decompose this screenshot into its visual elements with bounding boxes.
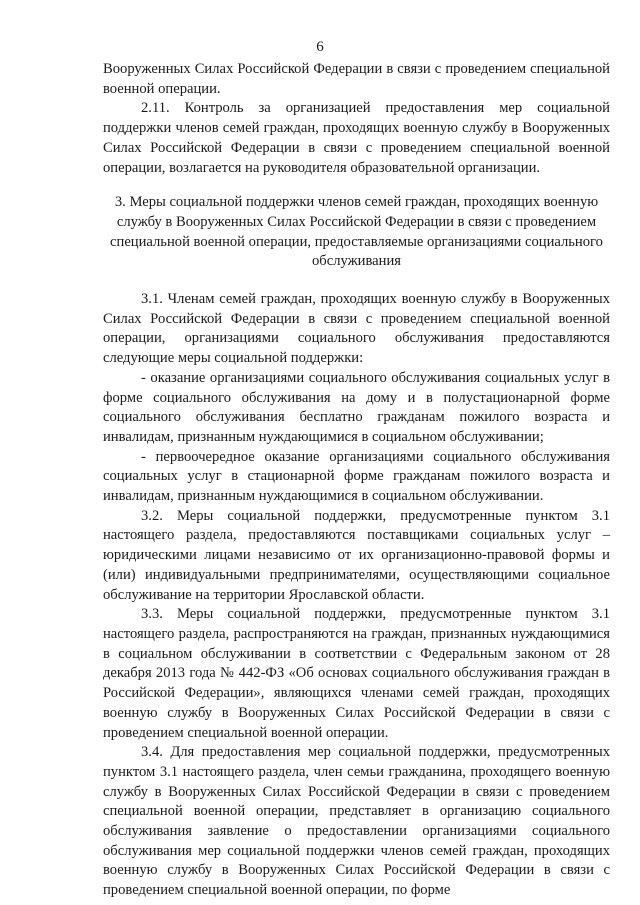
paragraph-3-2: 3.2. Меры социальной поддержки, предусмотренные пунктом 3.1 настоящего раздела, предоставляются поставщиками социальных услуг – юридическими лицами независимо от их организационно-правовой формы и (или) индивидуальными предпринимателями, осуществляющими социальное обслуживание на территории Ярославской области. (103, 507, 610, 603)
paragraph-3-4: 3.4. Для предоставления мер социальной поддержки, предусмотренных пунктом 3.1 настоящего раздела, член семьи гражданина, проходящего военную службу в Вооруженных Силах Российской Федерации в связи с проведением специальной военной операции, представляет в организацию социального обслуживания заявление о предоставлении организациями социального обслуживания мер социальной поддержки членов семей граждан, проходящих военную службу в Вооруженных Силах Российской Федерации в связи с проведением специальной военной операции, по форме (103, 744, 610, 899)
section-heading-3: 3. Меры социальной поддержки членов семей граждан, проходящих военную службу в Вооруженных Силах Российской Федерации в связи с проведением специальной военной операции, предоставляемые организациями социального обслуживания (110, 194, 603, 270)
page-number: 6 (316, 39, 324, 55)
document-body (103, 60, 610, 901)
list-item-home-care: - оказание организациями социального обслуживания социальных услуг в форме социального обслуживания на дому и в полустационарной форме социального обслуживания бесплатно гражданам пожилого возраста и инвалидам, признанным нуждающимися в социальном обслуживании; (103, 369, 610, 445)
paragraph-continuation: Вооруженных Силах Российской Федерации в связи с проведением специальной военной операции. (103, 61, 610, 97)
paragraph-3-3: 3.3. Меры социальной поддержки, предусмотренные пунктом 3.1 настоящего раздела, распространяются на граждан, признанных нуждающимися в социальном обслуживании в соответствии с Федеральным законом от 28 декабря 2013 года № 442-ФЗ «Об основах социального обслуживания граждан в Российской Федерации», являющихся членами семей граждан, проходящих военную службу в Вооруженных Силах Российской Федерации в связи с проведением специальной военной операции. (103, 606, 610, 741)
paragraph-3-1: 3.1. Членам семей граждан, проходящих военную службу в Вооруженных Силах Российской Федерации в связи с проведением специальной военной операции, организациями социального обслуживания предоставляются следующие меры социальной поддержки: (103, 291, 610, 367)
paragraph-2-11: 2.11. Контроль за организацией предоставления мер социальной поддержки членов семей граждан, проходящих военную службу в Вооруженных Силах Российской Федерации в связи с проведением специальной военной операции, возлагается на руководителя образовательной организации. (103, 100, 610, 176)
list-item-inpatient-care: - первоочередное оказание организациями социального обслуживания социальных услуг в стационарной форме гражданам пожилого возраста и инвалидам, признанным нуждающимися в социальном обслуживании. (103, 448, 610, 505)
